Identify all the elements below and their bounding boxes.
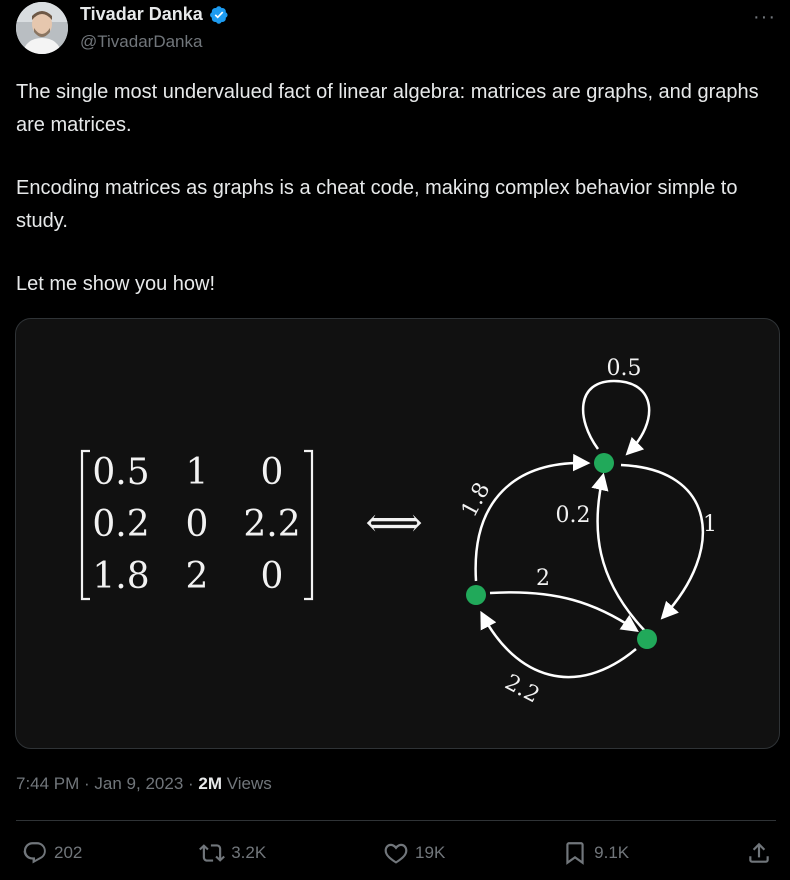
bookmark-icon	[562, 840, 588, 866]
repost-icon	[199, 840, 225, 866]
equivalence-symbol: ⟺	[365, 500, 423, 546]
heart-icon	[383, 840, 409, 866]
share-button[interactable]	[746, 840, 772, 866]
reply-button[interactable]	[22, 840, 82, 866]
author-handle[interactable]: @TivadarDanka	[80, 32, 203, 51]
views-label: Views	[222, 774, 272, 793]
edge-label: 0.5	[606, 356, 642, 381]
edge-right-to-top	[598, 476, 645, 631]
edge-label: 0.2	[555, 503, 591, 528]
tweet-paragraph: Encoding matrices as graphs is a cheat code, making complex behavior simple to study.	[16, 177, 738, 232]
tweet-meta	[16, 774, 272, 794]
avatar[interactable]	[16, 2, 68, 54]
tweet-image[interactable]	[15, 318, 780, 749]
divider	[16, 820, 776, 821]
tweet-date[interactable]: Jan 9, 2023	[94, 774, 184, 793]
author-name[interactable]: Tivadar Danka	[80, 4, 203, 24]
graph-node	[466, 585, 486, 605]
matrix-entry: 2.2	[243, 504, 301, 545]
reply-icon	[22, 840, 48, 866]
bookmark-count: 9.1K	[594, 843, 630, 862]
bookmark-button[interactable]	[562, 840, 629, 866]
edge-top-to-right	[621, 465, 703, 617]
share-icon	[746, 840, 772, 866]
tweet-text	[16, 76, 776, 301]
tweet-time[interactable]: 7:44 PM	[16, 774, 80, 793]
matrix-graph-illustration	[16, 319, 779, 748]
edge-label: 1	[703, 512, 717, 537]
reply-count: 202	[54, 843, 83, 862]
matrix-entry: 0.5	[92, 452, 150, 493]
matrix-entry: 1.8	[92, 556, 150, 597]
verified-badge-icon	[209, 5, 229, 25]
edge-left-to-right	[490, 592, 636, 630]
like-count: 19K	[415, 843, 446, 862]
matrix-right-bracket	[304, 451, 312, 599]
matrix-entry: 0	[260, 556, 284, 597]
meta-separator: ·	[183, 774, 199, 793]
tweet-paragraph: The single most undervalued fact of linear algebra: matrices are graphs, and graphs are matrices.	[16, 81, 759, 136]
edge-label: 1.8	[457, 478, 496, 522]
edge-label: 2	[536, 566, 550, 591]
matrix-entry: 0	[260, 452, 284, 493]
matrix-entry: 2	[185, 556, 209, 597]
more-options-icon[interactable]: ···	[753, 6, 776, 28]
edge-self-loop	[583, 381, 649, 453]
action-bar	[22, 838, 772, 868]
graph-node	[637, 629, 657, 649]
repost-button[interactable]	[199, 840, 266, 866]
profile-photo-icon	[16, 2, 68, 54]
like-button[interactable]	[383, 840, 445, 866]
matrix-entry: 0	[185, 504, 209, 545]
matrix-entry: 0.2	[92, 504, 150, 545]
meta-separator: ·	[79, 774, 95, 793]
graph-node	[594, 453, 614, 473]
tweet-paragraph: Let me show you how!	[16, 273, 215, 295]
matrix-entry: 1	[185, 452, 209, 493]
matrix-left-bracket	[82, 451, 90, 599]
edge-label: 2.2	[500, 670, 544, 709]
edge-right-to-left	[482, 614, 636, 677]
repost-count: 3.2K	[231, 843, 267, 862]
views-count: 2M	[198, 774, 223, 793]
